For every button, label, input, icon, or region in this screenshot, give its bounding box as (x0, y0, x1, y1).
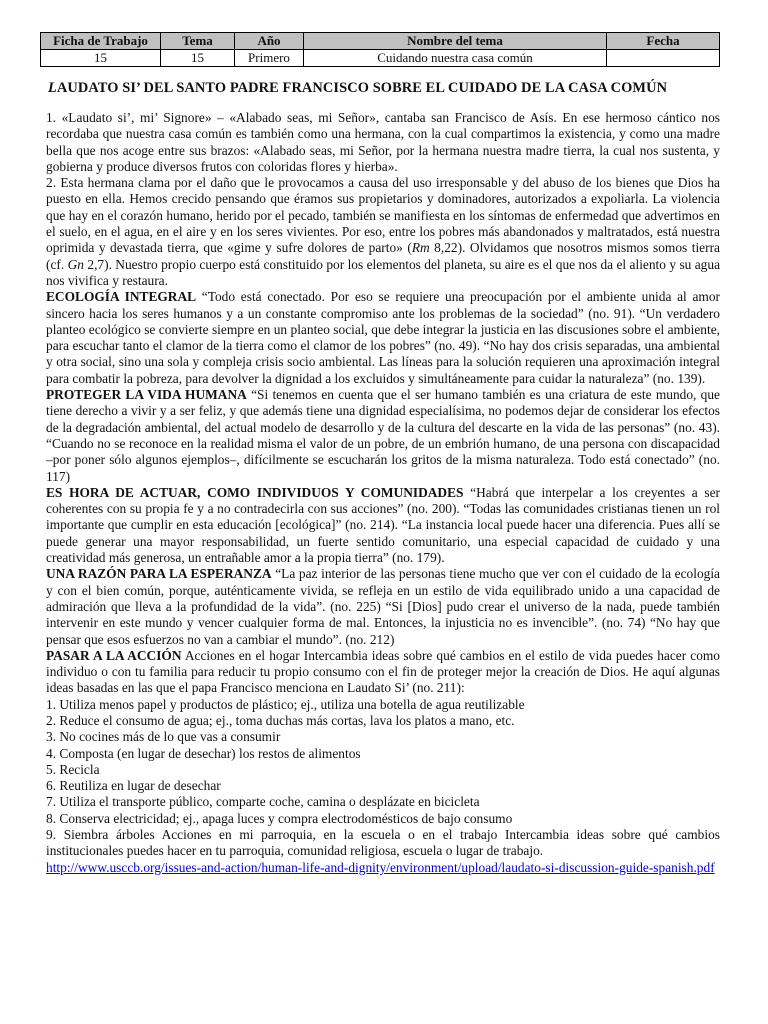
section-heading: ECOLOGÍA INTEGRAL (46, 289, 197, 305)
list-item: 1. Utiliza menos papel y productos de plástico; ej., utiliza una botella de agua reutilizable (46, 696, 525, 712)
title-rest: AUDATO SI’ DEL SANTO PADRE FRANCISCO SOBRE EL CUIDADO DE LA CASA COMÚN (56, 80, 668, 96)
value-row (41, 50, 720, 67)
col-anio: Año (235, 33, 304, 50)
list-item: 7. Utiliza el transporte público, comparte coche, camina o desplázate en bicicleta (46, 794, 480, 810)
document-body (40, 110, 720, 876)
col-ficha: Ficha de Trabajo (41, 33, 161, 50)
document-title (48, 80, 720, 97)
col-fecha: Fecha (607, 33, 720, 50)
section-ecologia (46, 289, 720, 387)
section-heading: PASAR A LA ACCIÓN (46, 647, 182, 663)
document-page (40, 32, 720, 876)
list-item: 2. Reduce el consumo de agua; ej., toma duchas más cortas, lava los platos a mano, etc. (46, 712, 515, 728)
intro-paragraph-2 (46, 175, 720, 289)
section-text: “La paz interior de las personas tiene mucho que ver con el cuidado de la ecología y con el bien común, porque, auténticamente vivida, se refleja en un estilo de vida equilibrado unido a una capacidad de admiración que lleva a la profundidad de la vida”. (no. 225) “Si [Dios] pudo crear el universo de la nada, puede también intervenir en este mundo y vencer cualquier forma de mal. Entonces, la injusticia no es invencible”. (no. 74) “No hay que pensar que esos esfuerzos no van a cambiar el mundo”. (no. 212) (46, 566, 721, 647)
list-item: 9. Siembra árboles Acciones en mi parroquia, en la escuela o en el trabajo Intercambia ideas sobre qué cambios institucionales puedes hacer en tu parroquia, comunidad religiosa, escuela o lugar de trabajo. (46, 827, 720, 859)
list-item: 8. Conserva electricidad; ej., apaga luces y compra electrodomésticos de bajo consumo (46, 810, 513, 826)
section-actuar (46, 485, 720, 566)
worksheet-header-table (40, 32, 720, 67)
source-paragraph (46, 860, 720, 876)
list-item: 4. Composta (en lugar de desechar) los restos de alimentos (46, 745, 361, 761)
cell-tema: 15 (161, 50, 235, 67)
section-heading: ES HORA DE ACTUAR, COMO INDIVIDUOS Y COMUNIDADES (46, 484, 464, 500)
title-initial: L (48, 80, 57, 96)
col-tema: Tema (161, 33, 235, 50)
section-text: “Todo está conectado. Por eso se requiere una preocupación por el ambiente unida al amor sincero hacia los seres humanos y a un constante compromiso ante los problemas de la sociedad” (no. 91). “Un verdadero planteo ecológico se convierte siempre en un planteo social, que debe integrar la justicia en las discusiones sobre el ambiente, para escuchar tanto el clamor de la tierra como el clamor de los pobres” (no. 49). “No hay dos crisis separadas, una ambiental y otra social, sino una sola y compleja crisis socio ambiental. Las líneas para la solución requieren una aproximación integral para combatir la pobreza, para devolver la dignidad a los excluidos y simultáneamente para cuidar la naturaleza” (no. 139). (46, 289, 721, 386)
intro-paragraph-1: 1. «Laudato si’, mi’ Signore» – «Alabado seas, mi Señor», cantaba san Francisco de Asís. En ese hermoso cántico nos recordaba que nuestra casa común es también como una hermana, con la cual compartimos la existencia, y como una madre bella que nos acoge entre sus brazos: «Alabado seas, mi Señor, por la hermana nuestra madre tierra, la cual nos sustenta, y gobierna y produce diversos frutos con coloridas flores y hierba». (46, 110, 720, 174)
action-list (46, 697, 720, 860)
intro-ref-gn: Gn (67, 256, 84, 272)
section-accion (46, 648, 720, 697)
section-text: Acciones en el hogar Intercambia ideas sobre qué cambios en el estilo de vida puedes hacer como individuo o con tu familia para reducir tu propio consumo con el fin de proteger mejor la creación de Dios. He aquí algunas ideas basadas en las que el papa Francisco menciona en Laudato Si’ (no. 211): (46, 647, 721, 696)
section-text: “Habrá que interpelar a los creyentes a ser coherentes con su propia fe y a no contradecirla con sus acciones” (no. 200). “Todas las comunidades cristianas tienen un rol importante que cumplir en esta educación [ecológica]” (no. 214). “La instancia local puede hacer una diferencia. Pues allí se puede generar una mayor responsabilidad, un fuerte sentido comunitario, una especial capacidad de cuidado y una creatividad más generosa, un entrañable amor a la propia tierra” (no. 179). (46, 484, 720, 566)
list-item: 5. Recicla (46, 761, 100, 777)
cell-fecha (607, 50, 720, 67)
section-esperanza (46, 566, 720, 647)
section-text: “Si tenemos en cuenta que el ser humano también es una criatura de este mundo, que tiene derecho a vivir y a ser feliz, y que además tiene una dignidad especialísima, no podemos dejar de considerar los efectos de la degradación ambiental, del actual modelo de desarrollo y de la cultura del descarte en la vida de las personas” (no. 43). “Cuando no se reconoce en la realidad misma el valor de un pobre, de un embrión humano, de una persona con discapacidad –por poner sólo algunos ejemplos–, difícilmente se escucharán los gritos de la misma naturaleza. Todo está conectado” (no. 117) (46, 387, 720, 484)
section-heading: UNA RAZÓN PARA LA ESPERANZA (46, 566, 272, 582)
intro-mid: 8,22). Olvidamos que nosotros mismos somos tierra (cf. (46, 240, 720, 272)
cell-ficha: 15 (41, 50, 161, 67)
header-row (41, 33, 720, 50)
source-link[interactable]: http://www.usccb.org/issues-and-action/human-life-and-dignity/environment/upload/laudato-si-discussion-guide-spanish.pdf (46, 859, 715, 875)
list-item: 3. No cocines más de lo que vas a consumir (46, 729, 281, 745)
col-nombre: Nombre del tema (304, 33, 607, 50)
intro-text: 2. Esta hermana clama por el daño que le provocamos a causa del uso irresponsable y del abuso de los bienes que Dios ha puesto en ella. Hemos crecido pensando que éramos sus propietarios y dominadores, autorizados a expoliarla. La violencia que hay en el corazón humano, herido por el pecado, también se manifiesta en los síntomas de enfermedad que advertimos en el suelo, en el agua, en el aire y en los seres vivientes. Por eso, entre los pobres más abandonados y maltratados, está nuestra oprimida y devastada tierra, que «gime y sufre dolores de parto» ( (46, 175, 720, 256)
section-proteger (46, 387, 720, 485)
cell-nombre: Cuidando nuestra casa común (304, 50, 607, 67)
cell-anio: Primero (235, 50, 304, 67)
intro-ref-rm: Rm (411, 240, 430, 256)
section-heading: PROTEGER LA VIDA HUMANA (46, 387, 247, 403)
list-item: 6. Reutiliza en lugar de desechar (46, 778, 221, 794)
intro-end: 2,7). Nuestro propio cuerpo está constituido por los elementos del planeta, su aire es el que nos da el aliento y su agua nos vivifica y restaura. (46, 256, 721, 288)
